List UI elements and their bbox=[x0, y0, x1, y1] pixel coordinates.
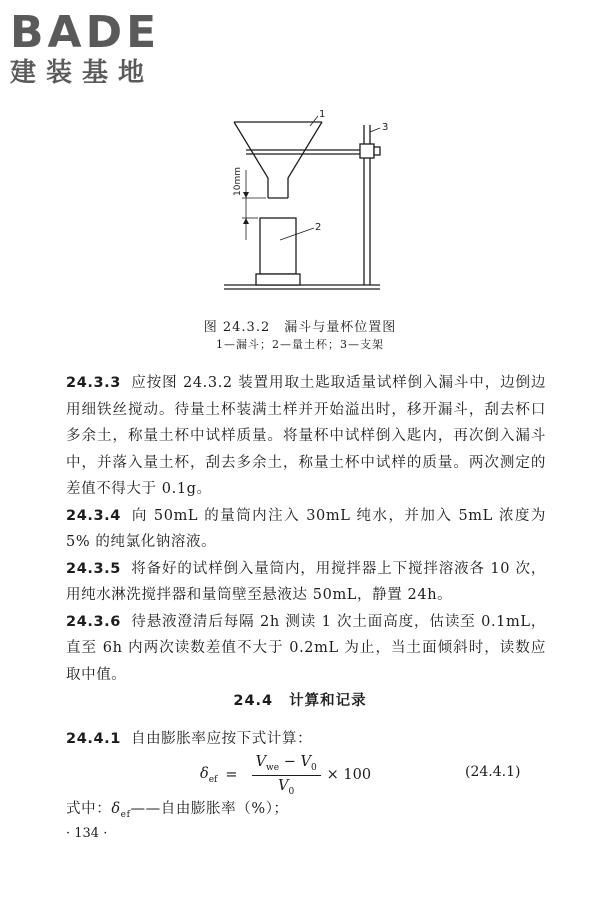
clause bbox=[66, 503, 546, 556]
variable-definition: 式中：$\delta_{ef}——$自由膨胀率（%）； bbox=[66, 801, 289, 820]
formula-multiplier: × 100 bbox=[326, 767, 372, 783]
formula-fraction bbox=[252, 754, 321, 797]
clause bbox=[66, 370, 546, 503]
clause-number: 24.3.6 bbox=[66, 613, 121, 630]
clause bbox=[66, 727, 546, 748]
callout-2: 2 bbox=[315, 222, 322, 233]
section-number: 24.4 bbox=[233, 693, 274, 709]
page-number: · 134 · bbox=[66, 826, 108, 841]
clause-number: 24.3.3 bbox=[66, 375, 121, 391]
clause-text: 将备好的试样倒入量筒内，用搅拌器上下搅拌溶液各 10 次，用纯水淋洗搅拌器和量筒壁至悬液达 50mL，静置 24h。 bbox=[66, 560, 546, 603]
clause bbox=[66, 556, 546, 609]
callout-1: 1 bbox=[319, 110, 326, 120]
clause-text: 向 50mL 的量筒内注入 30mL 纯水，并加入 5mL 浓度为 5% 的纯氯化钠溶液。 bbox=[66, 507, 546, 550]
section-heading bbox=[0, 689, 600, 710]
formula-numerator: $V_{we} - V_0$ bbox=[252, 754, 321, 776]
clause-text: 应按图 24.3.2 装置用取土匙取适量试样倒入漏斗中，边倒边用细铁丝搅动。待量土杯装满土样并开始溢出时，移开漏斗，刮去杯口多余土，称量土杯中试样质量。将量杯中试样倒入匙内，再次倒入漏斗中，并落入量土杯，刮去多余土，称量土杯中试样的质量。两次测定的差值不得大于 0.1g。 bbox=[66, 375, 546, 497]
formula-denominator: $V_0$ bbox=[278, 777, 295, 797]
clamp bbox=[360, 144, 374, 158]
figure-legend: 1—漏斗；2—量土杯；3—支架 bbox=[216, 338, 384, 351]
formula-lhs: $\delta_{ef}$ bbox=[200, 765, 218, 785]
clause-number: 24.3.4 bbox=[66, 507, 121, 524]
clause-number: 24.3.5 bbox=[66, 560, 121, 577]
procedure-text bbox=[66, 370, 546, 688]
clause-number: 24.4.1 bbox=[66, 731, 121, 747]
funnel-cup-figure bbox=[220, 110, 400, 300]
logo-subtitle: 建装基地 bbox=[10, 58, 155, 88]
clause bbox=[66, 609, 546, 689]
measuring-cup bbox=[260, 218, 296, 274]
equation-number: (24.4.1) bbox=[465, 764, 521, 780]
dimension-label: 10mm bbox=[233, 167, 243, 196]
clause-text: 自由膨胀率应按下式计算： bbox=[130, 731, 313, 747]
section-title: 计算和记录 bbox=[289, 693, 367, 709]
callout-3: 3 bbox=[382, 122, 389, 133]
clause-text: 待悬液澄清后每隔 2h 测读 1 次土面高度，估读至 0.1mL，直至 6h 内两次读数差值不大于 0.2mL 为止，当土面倾斜时，读数应取中值。 bbox=[66, 613, 546, 683]
formula-equals: = bbox=[225, 767, 238, 783]
figure-caption: 图 24.3.2 漏斗与量杯位置图 bbox=[203, 320, 397, 335]
logo-wordmark: BADE bbox=[10, 7, 161, 58]
logo bbox=[10, 7, 190, 88]
formula bbox=[200, 750, 450, 800]
funnel bbox=[234, 122, 322, 198]
